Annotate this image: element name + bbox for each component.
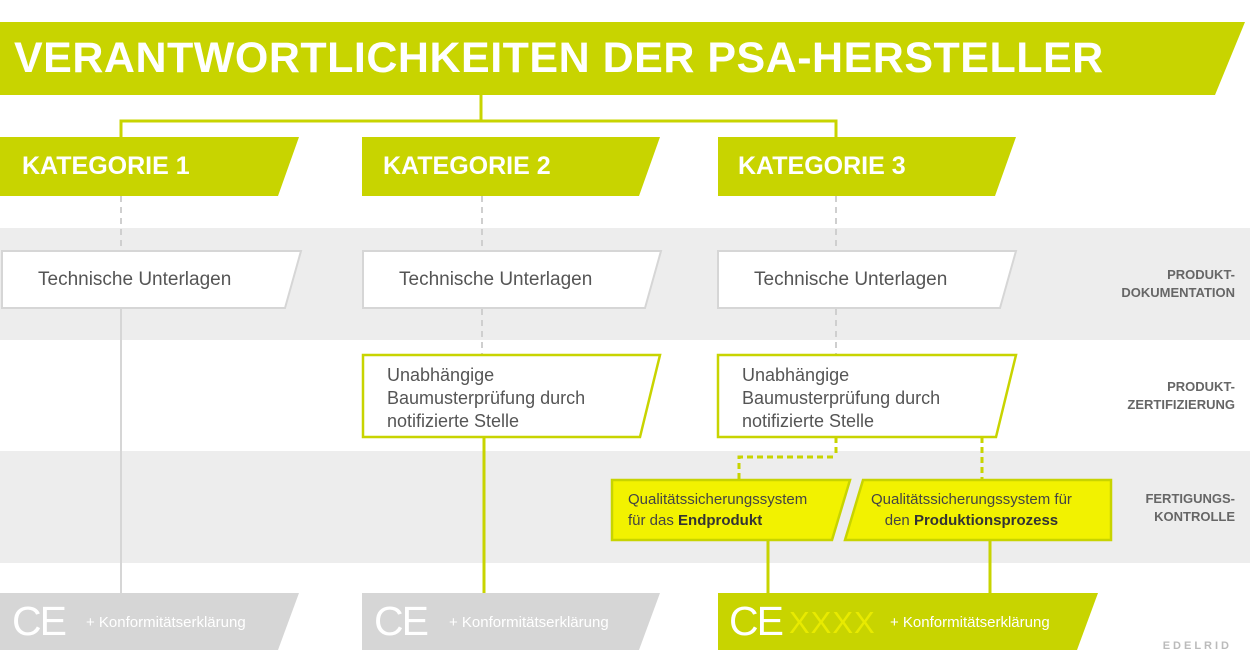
row-label-production — [1145, 490, 1235, 526]
cert-2-line-3: notifizierte Stelle — [387, 411, 520, 431]
category-3-split — [739, 437, 982, 479]
row-doc-line-1: PRODUKT- — [1167, 267, 1235, 282]
doc-label-1: Technische Unterlagen — [38, 268, 232, 290]
qs-label-process — [871, 489, 1072, 531]
ce-mark-3: CE — [729, 598, 782, 644]
category-3-label: KATEGORIE 3 — [738, 152, 906, 180]
qs-end-line-1: Qualitätssicherungssystem — [628, 491, 808, 508]
notified-body-number: XXXX — [789, 605, 876, 640]
category-2-label: KATEGORIE 2 — [383, 152, 551, 180]
row-label-certification — [1127, 378, 1235, 414]
row-label-documentation — [1121, 266, 1235, 302]
cert-3-line-1: Unabhängige — [742, 365, 850, 385]
row-prod-line-2: KONTROLLE — [1154, 509, 1235, 524]
qs-label-end — [628, 489, 807, 531]
row-doc-line-2: DOKUMENTATION — [1121, 285, 1235, 300]
cert-2-line-1: Unabhängige — [387, 365, 495, 385]
ce-mark-2: CE — [374, 598, 427, 644]
row-prod-line-1: FERTIGUNGS- — [1145, 491, 1235, 506]
qs-process-prefix: den — [884, 512, 914, 529]
qs-end-prefix: für das — [628, 512, 679, 529]
qs-process-line-2 — [871, 510, 1072, 531]
qs-process-bold: Produktionsprozess — [913, 512, 1059, 529]
qs-process-line-1: Qualitätssicherungssystem für — [871, 491, 1072, 508]
row-cert-line-2: ZERTIFIZIERUNG — [1127, 397, 1235, 412]
declaration-2: + Konformitätserklärung — [449, 614, 609, 631]
brand-logo: EDELRID — [1162, 640, 1232, 652]
category-3-lines — [768, 540, 990, 593]
doc-label-3: Technische Unterlagen — [754, 268, 948, 290]
cert-label-3 — [742, 364, 940, 433]
cert-3-line-2: Baumusterprüfung durch — [742, 388, 941, 408]
row-cert-line-1: PRODUKT- — [1167, 379, 1235, 394]
category-1-label: KATEGORIE 1 — [22, 152, 190, 180]
declaration-1: + Konformitätserklärung — [86, 614, 246, 631]
page-title: VERANTWORTLICHKEITEN DER PSA-HERSTELLER — [14, 34, 1104, 82]
cert-3-line-3: notifizierte Stelle — [742, 411, 875, 431]
cert-label-2 — [387, 364, 585, 433]
qs-end-line-2 — [628, 510, 807, 531]
qs-end-bold: Endprodukt — [678, 512, 763, 529]
cert-2-line-2: Baumusterprüfung durch — [387, 388, 586, 408]
ce-mark-1: CE — [12, 598, 65, 644]
declaration-3: + Konformitätserklärung — [890, 614, 1050, 631]
doc-label-2: Technische Unterlagen — [399, 268, 593, 290]
title-connector — [121, 95, 836, 137]
